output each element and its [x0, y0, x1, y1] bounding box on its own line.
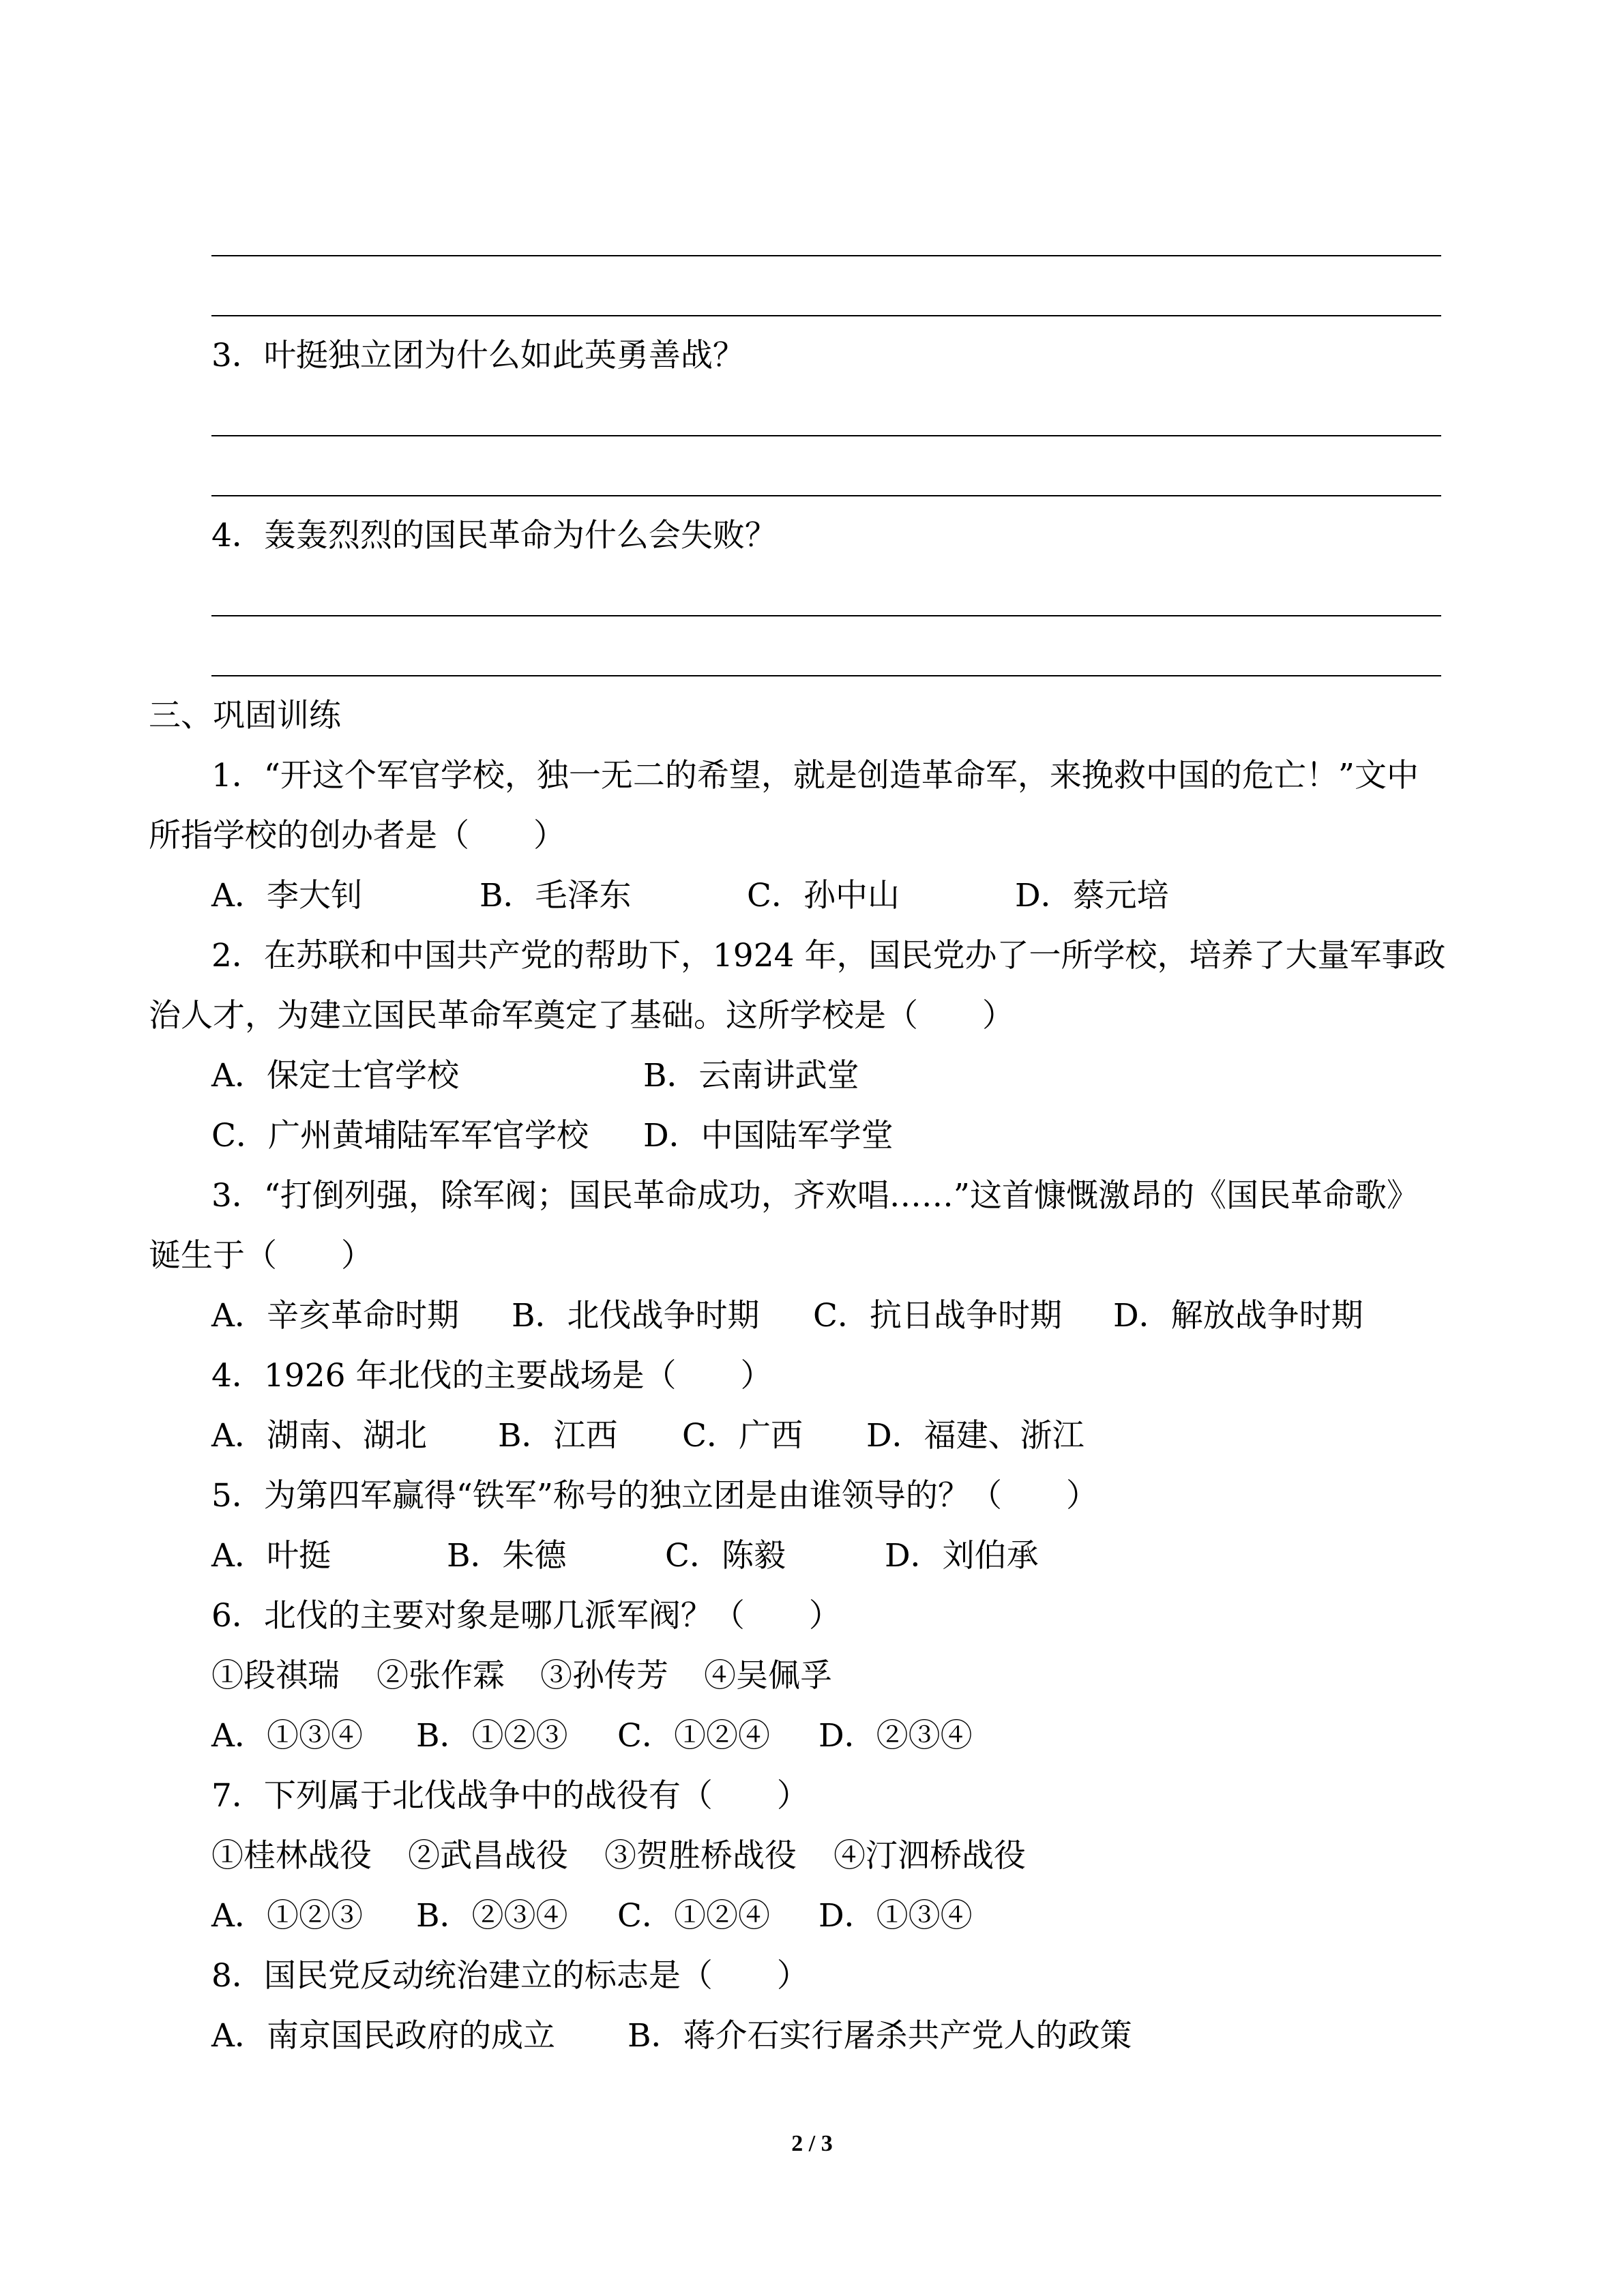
page-number: 2 / 3 [791, 2131, 833, 2156]
q8-line1: 8．国民党反动统治建立的标志是（ ） [211, 1957, 809, 1995]
q3-line2: 诞生于（ ） [149, 1237, 373, 1274]
answer-line [211, 495, 1441, 496]
q1-option-c: C．孙中山 [747, 877, 900, 914]
q7-option-c: C．①②④ [617, 1897, 770, 1935]
q4-option-a: A．湖南、湖北 [211, 1417, 427, 1455]
q5-line1: 5．为第四军赢得“铁军”称号的独立团是由谁领导的？（ ） [211, 1477, 1098, 1515]
answer-line [211, 435, 1441, 436]
answer-line [211, 615, 1441, 616]
q5-option-a: A．叶挺 [211, 1537, 331, 1575]
q6-option-a: A．①③④ [211, 1717, 363, 1755]
q5-option-d: D．刘伯承 [885, 1537, 1039, 1575]
question-3-text: 3．叶挺独立团为什么如此英勇善战？ [211, 337, 745, 374]
section-heading: 三、巩固训练 [149, 697, 341, 734]
q2-line1: 2．在苏联和中国共产党的帮助下，1924 年，国民党办了一所学校，培养了大量军事政 [211, 937, 1446, 974]
q6-item-2: ②张作霖 [377, 1657, 505, 1695]
q2-option-b: B．云南讲武堂 [643, 1057, 859, 1094]
q7-item-4: ④汀泗桥战役 [833, 1837, 1026, 1875]
q2-option-a: A．保定士官学校 [211, 1057, 459, 1094]
q8-option-b: B．蒋介石实行屠杀共产党人的政策 [628, 2017, 1132, 2055]
q2-option-c: C．广州黄埔陆军军官学校 [211, 1117, 589, 1154]
q4-option-d: D．福建、浙江 [866, 1417, 1084, 1455]
q3-option-d: D．解放战争时期 [1113, 1297, 1363, 1335]
q1-line2: 所指学校的创办者是（ ） [149, 817, 565, 854]
q6-line1: 6．北伐的主要对象是哪几派军阀？（ ） [211, 1597, 841, 1635]
q4-option-b: B．江西 [498, 1417, 618, 1455]
q2-line2: 治人才，为建立国民革命军奠定了基础。这所学校是（ ） [149, 997, 1014, 1034]
answer-line [211, 675, 1441, 676]
question-4-text: 4．轰轰烈烈的国民革命为什么会失败？ [211, 517, 777, 554]
q3-line1: 3．“打倒列强，除军阀；国民革命成功，齐欢唱……”这首慷慨激昂的《国民革命歌》 [211, 1177, 1419, 1214]
q7-item-1: ①桂林战役 [211, 1837, 372, 1875]
answer-line [211, 255, 1441, 256]
q5-option-b: B．朱德 [447, 1537, 567, 1575]
q6-item-3: ③孙传芳 [540, 1657, 668, 1695]
q4-line1: 4．1926 年北伐的主要战场是（ ） [211, 1357, 773, 1395]
q6-item-4: ④吴佩孚 [704, 1657, 832, 1695]
q3-option-b: B．北伐战争时期 [512, 1297, 760, 1335]
q6-option-d: D．②③④ [818, 1717, 973, 1755]
q4-option-c: C．广西 [682, 1417, 803, 1455]
q7-option-a: A．①②③ [211, 1897, 363, 1935]
q7-item-3: ③贺胜桥战役 [604, 1837, 797, 1875]
q7-line1: 7．下列属于北伐战争中的战役有（ ） [211, 1777, 809, 1815]
q3-option-a: A．辛亥革命时期 [211, 1297, 459, 1335]
q1-line1: 1．“开这个军官学校，独一无二的希望，就是创造革命军，来挽救中国的危亡！”文中 [211, 757, 1419, 794]
q8-option-a: A．南京国民政府的成立 [211, 2017, 555, 2055]
q1-option-d: D．蔡元培 [1015, 877, 1169, 914]
q6-item-1: ①段祺瑞 [211, 1657, 340, 1695]
q5-option-c: C．陈毅 [665, 1537, 786, 1575]
q1-option-a: A．李大钊 [211, 877, 363, 914]
q7-item-2: ②武昌战役 [408, 1837, 568, 1875]
q3-option-c: C．抗日战争时期 [813, 1297, 1062, 1335]
q2-option-d: D．中国陆军学堂 [643, 1117, 894, 1154]
q6-option-b: B．①②③ [416, 1717, 568, 1755]
q6-option-c: C．①②④ [617, 1717, 770, 1755]
q7-option-d: D．①③④ [818, 1897, 973, 1935]
q7-option-b: B．②③④ [416, 1897, 568, 1935]
q1-option-b: B．毛泽东 [479, 877, 632, 914]
answer-line [211, 315, 1441, 316]
